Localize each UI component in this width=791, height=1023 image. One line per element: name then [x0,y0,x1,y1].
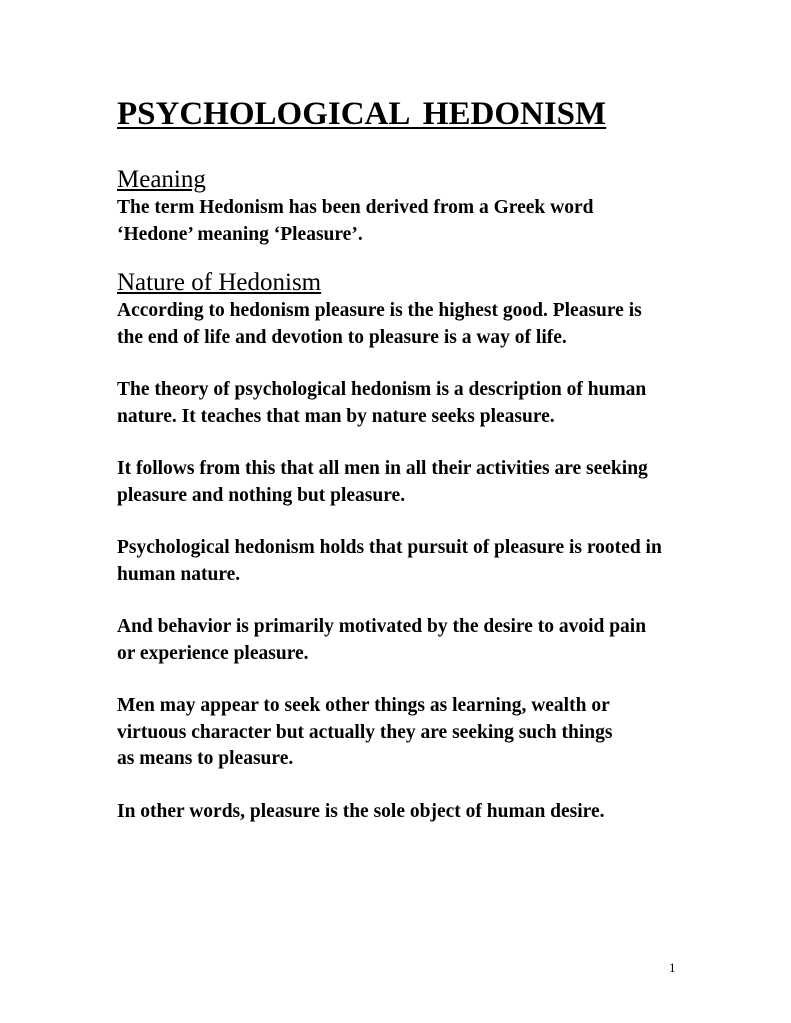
paragraph-1: According to hedonism pleasure is the highest good. Pleasure is the end of life and devotion to pleasure is a way of life. [117,300,642,348]
section-heading-meaning: Meaning [117,166,206,193]
document-page [117,94,697,825]
page-number: 1 [669,960,676,975]
paragraph-5: And behavior is primarily motivated by the desire to avoid pain or experience pleasure. [117,616,647,664]
paragraph-6: Men may appear to seek other things as learning, wealth or virtuous character but actually they are seeking such things as means to pleasure. [117,695,613,769]
paragraph-meaning: The term Hedonism has been derived from a Greek word ‘Hedone’ meaning ‘Pleasure’. [117,197,594,245]
paragraph-2: The theory of psychological hedonism is a description of human nature. It teaches that man by nature seeks pleasure. [117,379,647,427]
paragraph-4: Psychological hedonism holds that pursuit of pleasure is rooted in human nature. [117,537,662,585]
section-heading-nature: Nature of Hedonism [117,269,322,296]
document-title: PSYCHOLOGICAL HEDONISM [117,96,607,132]
paragraph-7: In other words, pleasure is the sole object of human desire. [117,800,605,822]
paragraph-3: It follows from this that all men in all their activities are seeking pleasure and nothing but pleasure. [117,458,648,506]
